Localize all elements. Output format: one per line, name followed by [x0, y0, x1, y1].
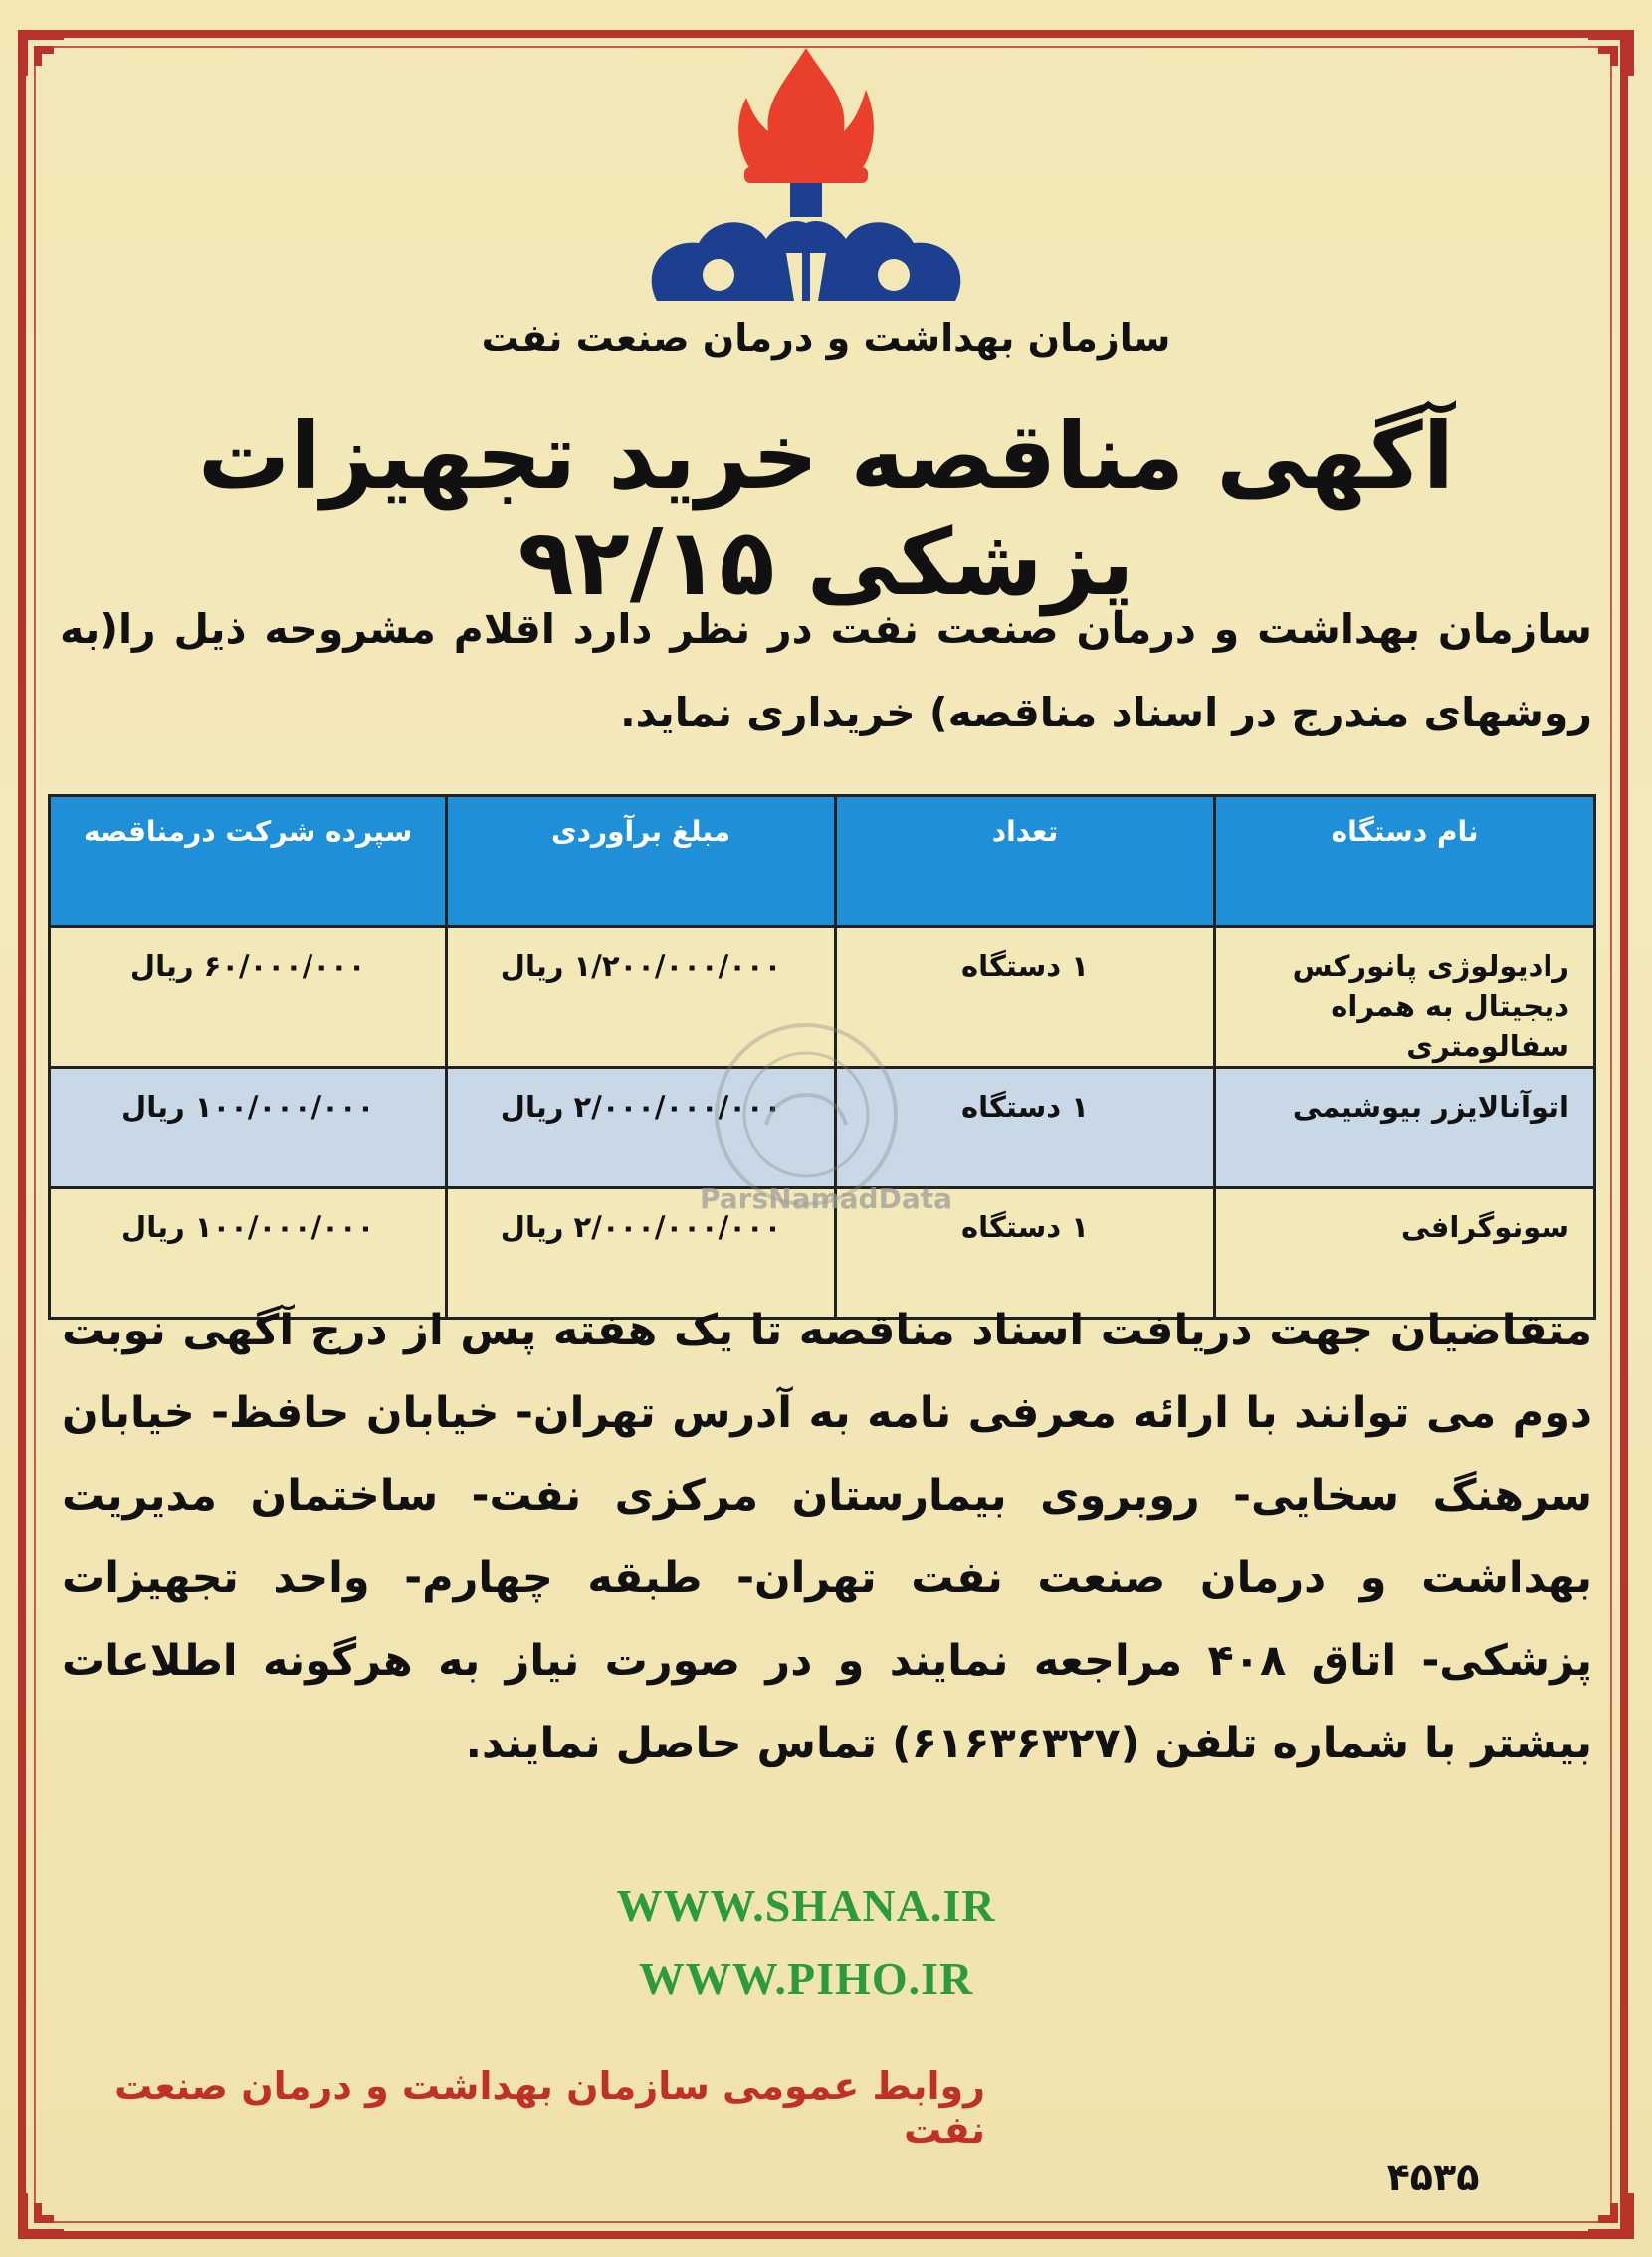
device-name: رادیولوژی پانورکس دیجیتال به همراه سفالومتری	[1215, 927, 1595, 1068]
estimated-amount: ۲/۰۰۰/۰۰۰/۰۰۰ ریال	[447, 1068, 835, 1188]
header-quantity: تعداد	[835, 796, 1214, 927]
corner-ornament-icon	[14, 2185, 72, 2243]
deposit-amount: ۱۰۰/۰۰۰/۰۰۰ ریال	[50, 1188, 447, 1319]
table-header-row	[50, 796, 1595, 927]
watermark-text: ParsNamadData	[700, 1182, 952, 1215]
header-deposit: سپرده شرکت درمناقصه	[50, 796, 447, 927]
corner-ornament-icon	[1580, 26, 1638, 84]
device-quantity: ۱ دستگاه	[835, 927, 1214, 1068]
website-link-shana[interactable]: WWW.SHANA.IR	[616, 1880, 996, 1931]
organization-name: سازمان بهداشت و درمان صنعت نفت	[481, 316, 1171, 360]
deposit-amount: ۱۰۰/۰۰۰/۰۰۰ ریال	[50, 1068, 447, 1188]
header-device-name: نام دستگاه	[1215, 796, 1595, 927]
ad-code: ۴۵۳۵	[1386, 2155, 1480, 2199]
public-relations-signature: روابط عمومی سازمان بهداشت و درمان صنعت نفت	[114, 2064, 985, 2152]
watermark-logo-icon	[657, 995, 1035, 1264]
device-name: اتوآنالایزر بیوشیمی	[1215, 1068, 1595, 1188]
corner-ornament-icon	[1580, 2185, 1638, 2243]
corner-ornament-icon	[14, 26, 72, 84]
header-estimated-amount: مبلغ برآوردی	[447, 796, 835, 927]
oil-industry-logo-icon	[627, 40, 985, 323]
device-name: سونوگرافی	[1215, 1188, 1595, 1319]
device-quantity: ۱ دستگاه	[835, 1068, 1214, 1188]
device-quantity: ۱ دستگاه	[835, 1188, 1214, 1319]
estimated-amount: ۲/۰۰۰/۰۰۰/۰۰۰ ریال	[447, 1188, 835, 1319]
website-link-piho[interactable]: WWW.PIHO.IR	[638, 1953, 974, 2004]
deposit-amount: ۶۰/۰۰۰/۰۰۰ ریال	[50, 927, 447, 1068]
estimated-amount: ۱/۲۰۰/۰۰۰/۰۰۰ ریال	[447, 927, 835, 1068]
tender-title: آگهی مناقصه خرید تجهیزات پزشکی ۹۲/۱۵	[197, 403, 1455, 616]
instructions-paragraph: متقاضیان جهت دریافت اسناد مناقصه تا یک هفته پس از درج آگهی نوبت دوم می توانند با ارائه معرفی نامه به آدرس تهران- خیابان حافظ- خیابان سرهنگ سخایی- روبروی بیمارستان مرکزی نفت- ساختمان مدیریت بهداشت و درمان صنعت نفت تهران- طبقه چهارم- واحد تجهیزات پزشکی- اتاق ۴۰۸ مراجعه نمایند و در صورت نیاز به هرگونه اطلاعات بیشتر با شماره تلفن (۶۱۶۳۶۳۲۷) تماس حاصل نمایند.	[62, 1306, 1592, 1768]
intro-paragraph: سازمان بهداشت و درمان صنعت نفت در نظر دارد اقلام مشروحه ذیل را(به روشهای مندرج در اسناد مناقصه) خریداری نماید.	[60, 605, 1592, 736]
